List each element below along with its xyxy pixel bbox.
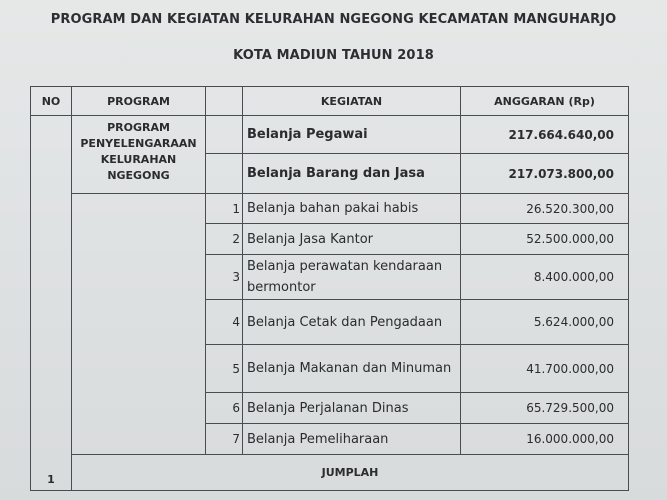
item-index: 4 (206, 300, 243, 345)
table-header-row (31, 87, 629, 116)
document-title: PROGRAM DAN KEGIATAN KELURAHAN NGEGONG KECAMATAN MANGUHARJO (50, 12, 617, 27)
anggaran-item: 41.700.000,00 (461, 345, 629, 393)
item-index: 3 (206, 255, 243, 300)
anggaran-group-amount: 217.073.800,00 (461, 154, 629, 194)
document-subtitle: KOTA MADIUN TAHUN 2018 (233, 48, 434, 63)
table-total-row (31, 455, 629, 491)
anggaran-item: 52.500.000,00 (461, 224, 629, 255)
column-header-no: NO (31, 87, 72, 116)
item-index: 2 (206, 224, 243, 255)
kegiatan-item: Belanja Cetak dan Pengadaan (243, 300, 461, 345)
kegiatan-group-label: Belanja Pegawai (243, 116, 461, 154)
table-row (31, 116, 629, 154)
item-index: 1 (206, 194, 243, 224)
index-cell (206, 116, 243, 154)
column-header-kegiatan: KEGIATAN (243, 87, 461, 116)
anggaran-item: 65.729.500,00 (461, 393, 629, 424)
item-index: 7 (206, 424, 243, 455)
budget-table (30, 86, 629, 491)
kegiatan-item: Belanja Perjalanan Dinas (243, 393, 461, 424)
column-header-index (206, 87, 243, 116)
row-number: 1 (31, 116, 72, 491)
column-header-program: PROGRAM (72, 87, 206, 116)
item-index: 6 (206, 393, 243, 424)
anggaran-item: 5.624.000,00 (461, 300, 629, 345)
kegiatan-group-label: Belanja Barang dan Jasa (243, 154, 461, 194)
program-name: PROGRAM PENYELENGARAAN KELURAHAN NGEGONG (72, 116, 206, 194)
column-header-anggaran: ANGGARAN (Rp) (461, 87, 629, 116)
program-empty-cell (72, 194, 206, 455)
anggaran-item: 26.520.300,00 (461, 194, 629, 224)
anggaran-group-amount: 217.664.640,00 (461, 116, 629, 154)
anggaran-item: 8.400.000,00 (461, 255, 629, 300)
kegiatan-item: Belanja Makanan dan Minuman (243, 345, 461, 393)
kegiatan-item: Belanja bahan pakai habis (243, 194, 461, 224)
table-row (31, 194, 629, 224)
total-label: JUMPLAH (72, 455, 629, 491)
kegiatan-item: Belanja Pemeliharaan (243, 424, 461, 455)
kegiatan-item: Belanja perawatan kendaraan bermontor (243, 255, 461, 300)
kegiatan-item: Belanja Jasa Kantor (243, 224, 461, 255)
index-cell (206, 154, 243, 194)
anggaran-item: 16.000.000,00 (461, 424, 629, 455)
item-index: 5 (206, 345, 243, 393)
